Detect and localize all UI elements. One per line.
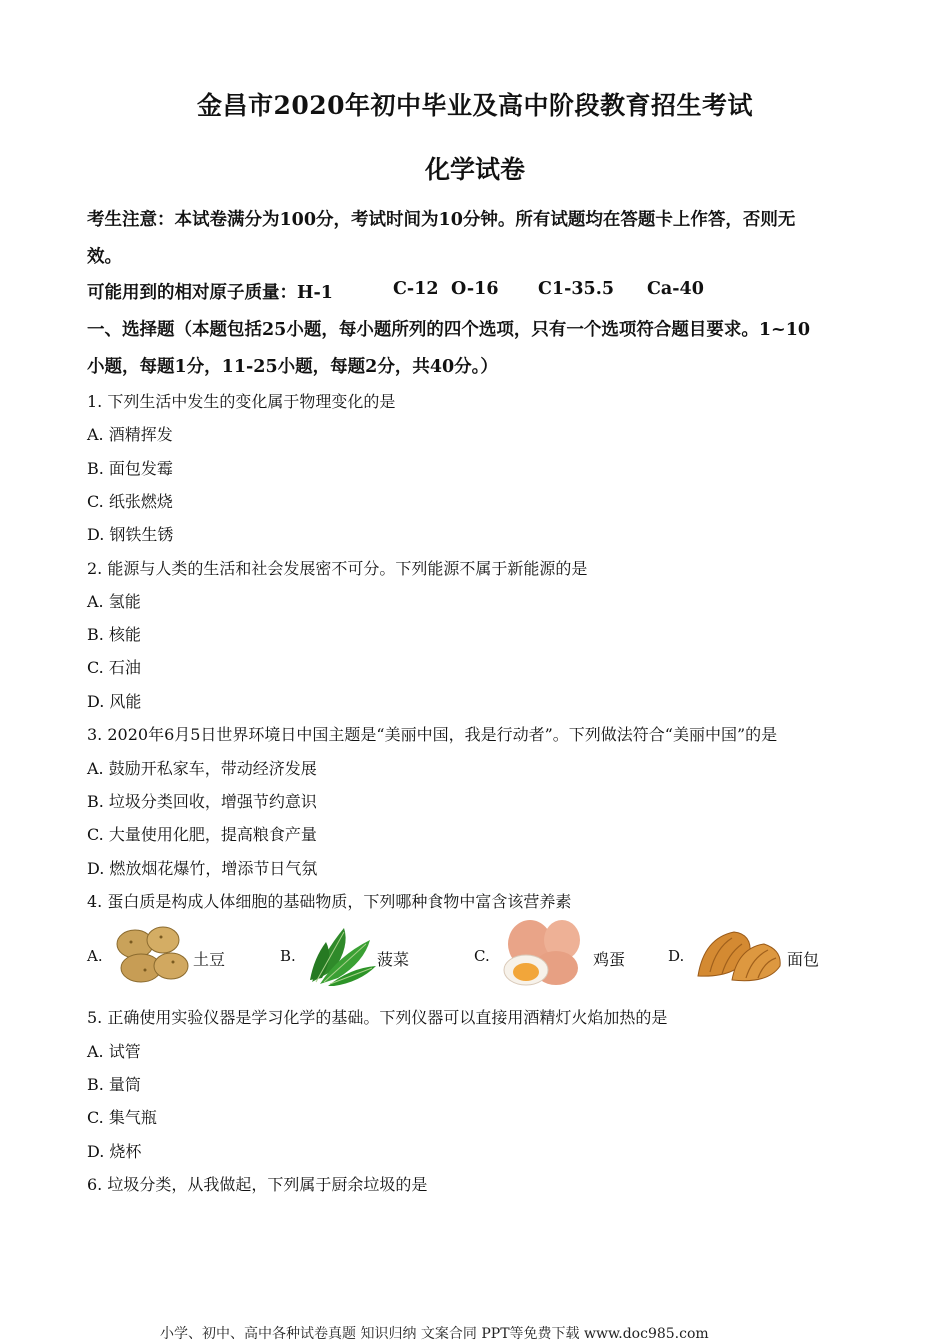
question-3-option-b: B. 垃圾分类回收，增强节约意识 bbox=[87, 792, 317, 811]
question-3-stem: 3. 2020年6月5日世界环境日中国主题是“美丽中国，我是行动者”。下列做法符合“美丽中国”的是 bbox=[87, 725, 778, 744]
question-4-option-b bbox=[280, 918, 460, 990]
atomic-mass-label: 可能用到的相对原子质量： bbox=[87, 283, 297, 303]
page-footer: 小学、初中、高中各种试卷真题 知识归纳 文案合同 PPT等免费下载 www.doc985.com bbox=[160, 1326, 709, 1342]
option-letter: A. bbox=[87, 947, 103, 965]
option-food-label: 土豆 bbox=[193, 950, 226, 969]
atomic-mass-c: C-12 bbox=[393, 279, 439, 299]
croissant-icon bbox=[694, 924, 784, 986]
question-5-option-a: A. 试管 bbox=[87, 1042, 141, 1061]
section-1-line-2: 小题，每题1分，11-25小题，每题2分，共40分。） bbox=[87, 357, 498, 377]
question-5-option-c: C. 集气瓶 bbox=[87, 1108, 157, 1127]
notice-line-2: 效。 bbox=[87, 247, 122, 267]
exam-title: 金昌市2020年初中毕业及高中阶段教育招生考试 bbox=[196, 91, 754, 120]
atomic-mass-cl: C1-35.5 bbox=[538, 279, 614, 299]
section-1-line-1: 一、选择题（本题包括25小题，每小题所列的四个选项，只有一个选项符合题目要求。1~10 bbox=[87, 320, 811, 340]
question-2-stem: 2. 能源与人类的生活和社会发展密不可分。下列能源不属于新能源的是 bbox=[87, 559, 588, 578]
question-2-option-b: B. 核能 bbox=[87, 625, 141, 644]
question-3-option-a: A. 鼓励开私家车，带动经济发展 bbox=[87, 759, 317, 778]
atomic-mass-h: H-1 bbox=[297, 283, 333, 303]
option-letter: B. bbox=[280, 947, 296, 965]
question-5-stem: 5. 正确使用实验仪器是学习化学的基础。下列仪器可以直接用酒精灯火焰加热的是 bbox=[87, 1008, 668, 1027]
question-1-stem: 1. 下列生活中发生的变化属于物理变化的是 bbox=[87, 392, 396, 411]
notice-line-1: 考生注意：本试卷满分为100分，考试时间为10分钟。所有试题均在答题卡上作答，否则无 bbox=[87, 210, 796, 230]
question-5-option-b: B. 量筒 bbox=[87, 1075, 141, 1094]
question-1-option-d: D. 钢铁生锈 bbox=[87, 525, 174, 544]
exam-subject: 化学试卷 bbox=[424, 155, 525, 184]
question-4-option-c bbox=[474, 918, 654, 990]
question-6-stem: 6. 垃圾分类，从我做起，下列属于厨余垃圾的是 bbox=[87, 1175, 428, 1194]
question-1-option-a: A. 酒精挥发 bbox=[87, 425, 173, 444]
question-4-image-options bbox=[87, 918, 867, 990]
question-4-option-a bbox=[87, 918, 267, 990]
option-food-label: 鸡蛋 bbox=[593, 950, 626, 969]
option-food-label: 面包 bbox=[787, 950, 820, 969]
question-1-option-c: C. 纸张燃烧 bbox=[87, 492, 173, 511]
egg-icon bbox=[500, 918, 586, 988]
option-letter: C. bbox=[474, 947, 490, 965]
potato-icon bbox=[111, 922, 193, 986]
spinach-icon bbox=[304, 922, 378, 988]
question-2-option-d: D. 风能 bbox=[87, 692, 142, 711]
question-3-option-c: C. 大量使用化肥，提高粮食产量 bbox=[87, 825, 317, 844]
question-2-option-a: A. 氢能 bbox=[87, 592, 141, 611]
question-1-option-b: B. 面包发霉 bbox=[87, 459, 173, 478]
question-2-option-c: C. 石油 bbox=[87, 658, 141, 677]
option-letter: D. bbox=[668, 947, 685, 965]
question-3-option-d: D. 燃放烟花爆竹，增添节日气氛 bbox=[87, 859, 318, 878]
question-4-stem: 4. 蛋白质是构成人体细胞的基础物质，下列哪种食物中富含该营养素 bbox=[87, 892, 572, 911]
atomic-mass-o: O-16 bbox=[451, 279, 499, 299]
option-food-label: 菠菜 bbox=[377, 950, 410, 969]
question-4-option-d bbox=[668, 918, 858, 990]
question-5-option-d: D. 烧杯 bbox=[87, 1142, 142, 1161]
atomic-mass-ca: Ca-40 bbox=[647, 279, 704, 299]
